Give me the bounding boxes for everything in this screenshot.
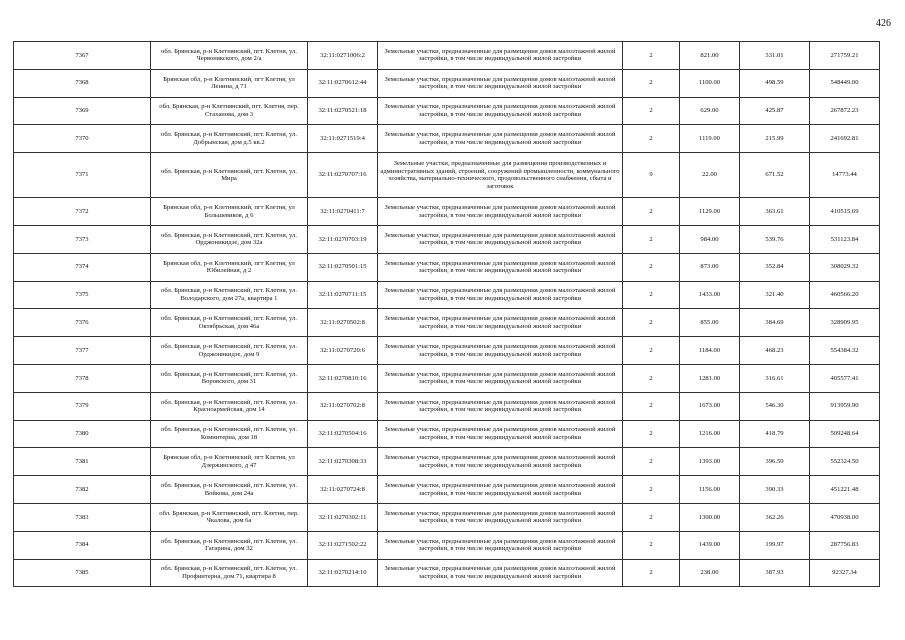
table-row: [14, 309, 880, 337]
table-row: [14, 531, 880, 559]
unit-value-cell: 199.97: [740, 531, 810, 559]
use-code-cell: 2: [623, 281, 680, 309]
cadastral-value-cell: 92327.34: [810, 559, 880, 587]
cadastral-value-cell: 451221.48: [810, 476, 880, 504]
land-use-cell: Земельные участки, предназначенные для размещения домов малоэтажной жилой застройки, в том числе индивидуальной жилой застройки: [378, 42, 623, 70]
address-cell: обл. Брянская, р-н Клетнянский, пгт. Клетня, ул. Октябрьская, дом 46а: [151, 309, 308, 337]
address-cell: обл. Брянская, р-н Клетнянский, пгт. Клетня, ул. Мира: [151, 153, 308, 198]
cadastral-number-cell: 32:11:0270711:15: [308, 281, 378, 309]
use-code-cell: 9: [623, 153, 680, 198]
cadastral-value-cell: 554384.32: [810, 337, 880, 365]
row-number-cell: 7373: [14, 225, 151, 253]
cadastral-number-cell: 32:11:0270521:18: [308, 97, 378, 125]
use-code-cell: 2: [623, 337, 680, 365]
cadastral-value-cell: 531123.84: [810, 225, 880, 253]
area-cell: 238.00: [680, 559, 740, 587]
row-number-cell: 7377: [14, 337, 151, 365]
cadastral-value-cell: 410515.69: [810, 198, 880, 226]
land-use-cell: Земельные участки, предназначенные для размещения домов малоэтажной жилой застройки, в том числе индивидуальной жилой застройки: [378, 559, 623, 587]
address-cell: обл. Брянская, р-н Клетнянский, пгт. Клетня, пер. Чкалова, дом 6а: [151, 503, 308, 531]
unit-value-cell: 468.23: [740, 337, 810, 365]
cadastral-value-cell: 552324.50: [810, 448, 880, 476]
row-number-cell: 7382: [14, 476, 151, 504]
area-cell: 1439.00: [680, 531, 740, 559]
cadastral-number-cell: 32:11:0271519:4: [308, 125, 378, 153]
address-cell: обл. Брянская, р-н Клетнянский, пгт. Клетня, ул. Володарского, дом 27а, квартира 1: [151, 281, 308, 309]
address-cell: обл. Брянская, р-н Клетнянский, пгт. Клетня, ул. Червонякского, дом 2/а: [151, 42, 308, 70]
unit-value-cell: 363.61: [740, 198, 810, 226]
table-row: [14, 225, 880, 253]
unit-value-cell: 362.26: [740, 503, 810, 531]
table-row: [14, 253, 880, 281]
table-row: [14, 198, 880, 226]
use-code-cell: 2: [623, 125, 680, 153]
cadastral-number-cell: 32:11:0270501:15: [308, 253, 378, 281]
cadastral-number-cell: 32:11:0270720:6: [308, 337, 378, 365]
cadastral-value-cell: 913959.90: [810, 392, 880, 420]
row-number-cell: 7379: [14, 392, 151, 420]
table-row: [14, 448, 880, 476]
land-use-cell: Земельные участки, предназначенные для размещения домов малоэтажной жилой застройки, в том числе индивидуальной жилой застройки: [378, 420, 623, 448]
land-use-cell: Земельные участки, предназначенные для размещения домов малоэтажной жилой застройки, в том числе индивидуальной жилой застройки: [378, 392, 623, 420]
area-cell: 1184.00: [680, 337, 740, 365]
area-cell: 1119.00: [680, 125, 740, 153]
row-number-cell: 7368: [14, 69, 151, 97]
area-cell: 1433.00: [680, 281, 740, 309]
area-cell: 873.00: [680, 253, 740, 281]
use-code-cell: 2: [623, 198, 680, 226]
use-code-cell: 2: [623, 225, 680, 253]
row-number-cell: 7367: [14, 42, 151, 70]
area-cell: 1216.00: [680, 420, 740, 448]
area-cell: 821.00: [680, 42, 740, 70]
address-cell: Брянская обл, р-н Клетнянский, пгт Клетня, ул Ленина, д 71: [151, 69, 308, 97]
table-row: [14, 69, 880, 97]
unit-value-cell: 498.59: [740, 69, 810, 97]
cadastral-number-cell: 32:11:0270707:16: [308, 153, 378, 198]
address-cell: обл. Брянская, р-н Клетнянский, пгт. Клетня, ул. Воровского, дом 31: [151, 364, 308, 392]
table-row: [14, 42, 880, 70]
land-use-cell: Земельные участки, предназначенные для размещения домов малоэтажной жилой застройки, в том числе индивидуальной жилой застройки: [378, 476, 623, 504]
address-cell: Брянская обл, р-н Клетнянский, пгт Клетня, ул Юбилейная, д 2: [151, 253, 308, 281]
use-code-cell: 2: [623, 42, 680, 70]
address-cell: обл. Брянская, р-н Клетнянский, пгт. Клетня, ул. Добрынская, дом д.5 кв.2: [151, 125, 308, 153]
unit-value-cell: 331.01: [740, 42, 810, 70]
use-code-cell: 2: [623, 97, 680, 125]
cadastral-number-cell: 32:11:0270308:33: [308, 448, 378, 476]
land-use-cell: Земельные участки, предназначенные для размещения домов малоэтажной жилой застройки, в том числе индивидуальной жилой застройки: [378, 198, 623, 226]
table-row: [14, 281, 880, 309]
table-row: [14, 559, 880, 587]
cadastral-number-cell: 32:11:0270703:19: [308, 225, 378, 253]
table-row: [14, 337, 880, 365]
land-use-cell: Земельные участки, предназначенные для размещения домов малоэтажной жилой застройки, в том числе индивидуальной жилой застройки: [378, 281, 623, 309]
row-number-cell: 7371: [14, 153, 151, 198]
table-body: [14, 42, 880, 587]
area-cell: 629.00: [680, 97, 740, 125]
cadastral-value-cell: 271759.21: [810, 42, 880, 70]
unit-value-cell: 425.87: [740, 97, 810, 125]
land-use-cell: Земельные участки, предназначенные для размещения домов малоэтажной жилой застройки, в том числе индивидуальной жилой застройки: [378, 531, 623, 559]
cadastral-number-cell: 32:11:0270502:8: [308, 309, 378, 337]
unit-value-cell: 546.30: [740, 392, 810, 420]
area-cell: 1156.00: [680, 476, 740, 504]
use-code-cell: 2: [623, 559, 680, 587]
cadastral-number-cell: 32:11:0271502:22: [308, 531, 378, 559]
unit-value-cell: 418.79: [740, 420, 810, 448]
row-number-cell: 7380: [14, 420, 151, 448]
row-number-cell: 7375: [14, 281, 151, 309]
land-use-cell: Земельные участки, предназначенные для размещения домов малоэтажной жилой застройки, в том числе индивидуальной жилой застройки: [378, 97, 623, 125]
area-cell: 1129.00: [680, 198, 740, 226]
land-use-cell: Земельные участки, предназначенные для размещения домов малоэтажной жилой застройки, в том числе индивидуальной жилой застройки: [378, 69, 623, 97]
row-number-cell: 7374: [14, 253, 151, 281]
unit-value-cell: 321.40: [740, 281, 810, 309]
row-number-cell: 7385: [14, 559, 151, 587]
row-number-cell: 7383: [14, 503, 151, 531]
unit-value-cell: 384.69: [740, 309, 810, 337]
cadastral-number-cell: 32:11:0270702:8: [308, 392, 378, 420]
use-code-cell: 2: [623, 364, 680, 392]
address-cell: Брянская обл, р-н Клетнянский, пгт Клетня, ул Большевиков, д 6: [151, 198, 308, 226]
unit-value-cell: 215.99: [740, 125, 810, 153]
use-code-cell: 2: [623, 420, 680, 448]
area-cell: 22.00: [680, 153, 740, 198]
land-plot-table: [13, 41, 880, 587]
use-code-cell: 2: [623, 503, 680, 531]
address-cell: Брянская обл, р-н Клетнянский, пгт Клетня, ул Дзержинского, д 47: [151, 448, 308, 476]
cadastral-value-cell: 405577.41: [810, 364, 880, 392]
unit-value-cell: 671.52: [740, 153, 810, 198]
table-row: [14, 153, 880, 198]
unit-value-cell: 396.50: [740, 448, 810, 476]
page-number: 426: [876, 18, 891, 29]
cadastral-value-cell: 548449.00: [810, 69, 880, 97]
address-cell: обл. Брянская, р-н Клетнянский, пгт. Клетня, ул. Орджоникидзе, дом 32а: [151, 225, 308, 253]
area-cell: 1300.00: [680, 503, 740, 531]
area-cell: 855.00: [680, 309, 740, 337]
address-cell: обл. Брянская, р-н Клетнянский, пгт. Клетня, пер. Стаханова, дом 3: [151, 97, 308, 125]
cadastral-number-cell: 32:11:0270214:10: [308, 559, 378, 587]
unit-value-cell: 316.61: [740, 364, 810, 392]
cadastral-number-cell: 32:11:0270810:16: [308, 364, 378, 392]
cadastral-number-cell: 32:11:0270411:7: [308, 198, 378, 226]
cadastral-number-cell: 32:11:0270724:8: [308, 476, 378, 504]
cadastral-value-cell: 328909.95: [810, 309, 880, 337]
area-cell: 1393.00: [680, 448, 740, 476]
row-number-cell: 7370: [14, 125, 151, 153]
use-code-cell: 2: [623, 531, 680, 559]
land-use-cell: Земельные участки, предназначенные для размещения домов малоэтажной жилой застройки, в том числе индивидуальной жилой застройки: [378, 125, 623, 153]
address-cell: обл. Брянская, р-н Клетнянский, пгт. Клетня, ул. Красноармейская, дом 14: [151, 392, 308, 420]
cadastral-number-cell: 32:11:0271006:2: [308, 42, 378, 70]
cadastral-value-cell: 241692.81: [810, 125, 880, 153]
area-cell: 1673.00: [680, 392, 740, 420]
address-cell: обл. Брянская, р-н Клетнянский, пгт. Клетня, ул. Гагарина, дом 32: [151, 531, 308, 559]
unit-value-cell: 390.33: [740, 476, 810, 504]
land-use-cell: Земельные участки, предназначенные для размещения домов малоэтажной жилой застройки, в том числе индивидуальной жилой застройки: [378, 337, 623, 365]
row-number-cell: 7384: [14, 531, 151, 559]
use-code-cell: 2: [623, 309, 680, 337]
use-code-cell: 2: [623, 392, 680, 420]
table-row: [14, 364, 880, 392]
address-cell: обл. Брянская, р-н Клетнянский, пгт. Клетня, ул. Орджоникидзе, дом 9: [151, 337, 308, 365]
use-code-cell: 2: [623, 476, 680, 504]
cadastral-value-cell: 460566.20: [810, 281, 880, 309]
table-row: [14, 392, 880, 420]
address-cell: обл. Брянская, р-н Клетнянский, пгт. Клетня, ул. Коминтерна, дом 18: [151, 420, 308, 448]
land-use-cell: Земельные участки, предназначенные для размещения домов малоэтажной жилой застройки, в том числе индивидуальной жилой застройки: [378, 448, 623, 476]
cadastral-number-cell: 32:11:0270302:11: [308, 503, 378, 531]
table-row: [14, 420, 880, 448]
land-use-cell: Земельные участки, предназначенные для размещения домов малоэтажной жилой застройки, в том числе индивидуальной жилой застройки: [378, 225, 623, 253]
cadastral-value-cell: 287756.83: [810, 531, 880, 559]
cadastral-number-cell: 32:11:0270504:16: [308, 420, 378, 448]
area-cell: 984.00: [680, 225, 740, 253]
row-number-cell: 7381: [14, 448, 151, 476]
area-cell: 1281.00: [680, 364, 740, 392]
cadastral-value-cell: 308029.32: [810, 253, 880, 281]
use-code-cell: 2: [623, 448, 680, 476]
unit-value-cell: 539.76: [740, 225, 810, 253]
table-row: [14, 476, 880, 504]
cadastral-value-cell: 267872.23: [810, 97, 880, 125]
use-code-cell: 2: [623, 253, 680, 281]
address-cell: обл. Брянская, р-н Клетнянский, пгт. Клетня, ул. Войкова, дом 24а: [151, 476, 308, 504]
address-cell: обл. Брянская, р-н Клетнянский, пгт. Клетня, ул. Профинтерна, дом 71, квартира 8: [151, 559, 308, 587]
land-use-cell: Земельные участки, предназначенные для размещения домов малоэтажной жилой застройки, в том числе индивидуальной жилой застройки: [378, 253, 623, 281]
cadastral-value-cell: 14773.44: [810, 153, 880, 198]
row-number-cell: 7369: [14, 97, 151, 125]
table-row: [14, 125, 880, 153]
use-code-cell: 2: [623, 69, 680, 97]
land-use-cell: Земельные участки, предназначенные для размещения домов малоэтажной жилой застройки, в том числе индивидуальной жилой застройки: [378, 364, 623, 392]
cadastral-value-cell: 509248.64: [810, 420, 880, 448]
cadastral-value-cell: 470938.00: [810, 503, 880, 531]
area-cell: 1100.00: [680, 69, 740, 97]
table-row: [14, 97, 880, 125]
row-number-cell: 7372: [14, 198, 151, 226]
table-row: [14, 503, 880, 531]
unit-value-cell: 352.84: [740, 253, 810, 281]
cadastral-number-cell: 32:11:0270612:44: [308, 69, 378, 97]
land-use-cell: Земельные участки, предназначенные для размещения домов малоэтажной жилой застройки, в том числе индивидуальной жилой застройки: [378, 309, 623, 337]
land-use-cell: Земельные участки, предназначенные для размещения производственных и административных зданий, строений, сооружений промышленности, коммунального хозяйства, материально-технического, продовольственного снабжения, сбыта и заготовок: [378, 153, 623, 198]
row-number-cell: 7378: [14, 364, 151, 392]
row-number-cell: 7376: [14, 309, 151, 337]
land-use-cell: Земельные участки, предназначенные для размещения домов малоэтажной жилой застройки, в том числе индивидуальной жилой застройки: [378, 503, 623, 531]
unit-value-cell: 387.93: [740, 559, 810, 587]
